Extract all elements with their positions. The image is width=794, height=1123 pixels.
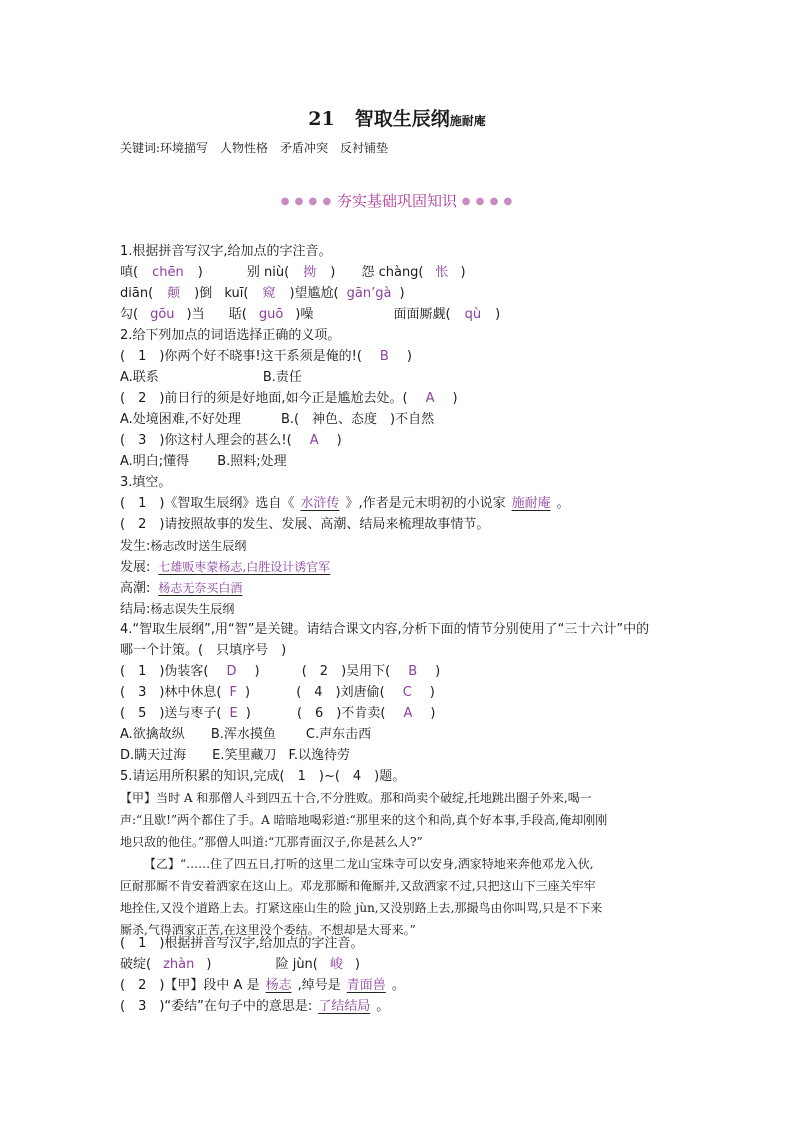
q1-stem: 1.根据拼音写汉字,给加点的字注音。 — [120, 244, 332, 259]
q3-stem: 3.填空。 — [120, 475, 172, 490]
q5-s1: ( 1 )根据拼音写汉字,给加点的字注音。 — [120, 936, 364, 951]
answer: A — [403, 706, 413, 721]
answer: F — [229, 685, 237, 700]
q1-row1: 嗔( chēn ) 别 niù( 拗 ) 怨 chàng( 怅 ) — [120, 265, 466, 280]
q4-row3: ( 5 )送与枣子( E ) ( 6 )不肯卖( A ) — [120, 706, 436, 721]
answer: C — [402, 685, 412, 700]
lesson-title: 智取生辰纲 — [354, 108, 450, 130]
answer: gōu — [150, 307, 175, 322]
q3-fasheng: 发生:杨志改时送生辰纲 — [120, 539, 247, 554]
lesson-author: 施耐庵 — [449, 114, 486, 128]
lesson-number: 21 — [308, 108, 335, 130]
q3-fazhan: 发展: 七雄贩枣蒙杨志,白胜设计诱官军 — [120, 558, 338, 577]
answer: guō — [258, 307, 284, 322]
q5-s3: ( 3 )“委结”在句子中的意思是: 了结结局 。 — [120, 999, 390, 1014]
q2-s1: ( 1 )你两个好不晓事!这干系须是俺的!( B ) — [120, 349, 412, 364]
q5-s2: ( 2 )【甲】段中 A 是 杨志 ,绰号是 青面兽 。 — [120, 978, 405, 993]
answer: 七雄贩枣蒙杨志,白胜设计诱官军 — [158, 560, 331, 574]
q2-s2: ( 2 )前日行的须是好地面,如今正是尴尬去处。( A ) — [120, 391, 458, 406]
passage-jia: 【甲】当时 A 和那僧人斗到四五十合,不分胜败。那和尚卖个破绽,托地跳出圈子外来,喝一 声:“且歇!”两个都住了手。A 暗暗地喝彩道:“那里来的这个和尚,真个好本事,手段高,俺却刚刚 地只敌的他住。”那僧人叫道:“兀那青面汉子,你是甚么人?” — [120, 791, 608, 849]
q1-row2: diān( 颠 )倒 kuī( 窥 )望尴尬( gān’gà ) — [120, 286, 405, 301]
q3-jieju: 结局:杨志误失生辰纲 — [120, 602, 235, 617]
q4-options2: D.瞒天过海 E.笑里藏刀 F.以逸待劳 — [120, 748, 351, 763]
answer: 杨志 — [265, 978, 292, 993]
q1-row3: 勾( gōu )当 聒( guō )噪 面面厮觑( qù ) — [120, 307, 501, 322]
answer: 颠 — [167, 286, 181, 301]
q2-s3: ( 3 )你这村人理会的甚么!( A ) — [120, 433, 342, 448]
q4-options1: A.欲擒故纵 B.浑水摸鱼 C.声东击西 — [120, 727, 372, 742]
answer: chēn — [152, 265, 184, 280]
answer: E — [229, 706, 238, 721]
q4-row2: ( 3 )林中休息( F ) ( 4 )刘唐偷( C ) — [120, 685, 435, 700]
answer: 青面兽 — [346, 978, 386, 993]
q5-stem: 5.请运用所积累的知识,完成( 1 )~( 4 )题。 — [120, 769, 406, 784]
answer: B — [379, 349, 389, 364]
q4-stem-line2: 哪一个计策。( 只填序号 ) — [120, 643, 287, 658]
answer: 杨志无奈买白酒 — [158, 581, 243, 595]
answer: 水浒传 — [300, 496, 340, 511]
answer: A — [425, 391, 435, 406]
answer: gān’gà — [346, 286, 392, 301]
q2-o1: A.联系 B.责任 — [120, 370, 302, 385]
answer: D — [226, 664, 237, 679]
q4-stem-line1: 4.“智取生辰纲”,用“智”是关键。请结合课文内容,分析下面的情节分别使用了“三十六计”中的 — [120, 622, 650, 637]
dot-ornament-right: ● ● ● ● — [461, 196, 514, 207]
answer: 怅 — [435, 265, 449, 280]
keywords-line: 关键词:环境描写 人物性格 矛盾冲突 反衬铺垫 — [120, 141, 389, 155]
answer: 拗 — [303, 265, 317, 280]
answer: qù — [464, 307, 482, 322]
q4-row1: ( 1 )伪装客( D ) ( 2 )吴用下( B ) — [120, 664, 441, 679]
answer: 了结结局 — [318, 999, 371, 1014]
section-heading-text: 夯实基础巩固知识 — [336, 192, 457, 210]
q3-s1: ( 1 )《智取生辰纲》选自《 水浒传 》,作者是元末明初的小说家 施耐庵 。 — [120, 496, 570, 511]
q2-o2: A.处境困难,不好处理 B.( 神色、态度 )不自然 — [120, 412, 435, 427]
answer: B — [408, 664, 418, 679]
answer: zhàn — [163, 957, 195, 972]
section-heading — [0, 190, 794, 211]
q2-stem: 2.给下列加点的词语选择正确的义项。 — [120, 328, 341, 343]
q5-s1-answers: 破绽( zhàn ) 险 jùn( 峻 ) — [120, 957, 360, 972]
answer: 峻 — [329, 957, 343, 972]
q3-s2: ( 2 )请按照故事的发生、发展、高潮、结局来梳理故事情节。 — [120, 517, 490, 532]
answer: 施耐庵 — [511, 496, 551, 511]
q3-gaochao: 高潮: 杨志无奈买白酒 — [120, 579, 250, 598]
answer: A — [309, 433, 319, 448]
q2-o3: A.明白;懂得 B.照料;处理 — [120, 454, 287, 469]
dot-ornament-left: ● ● ● ● — [280, 196, 333, 207]
page-title — [0, 104, 794, 131]
answer: 窥 — [262, 286, 276, 301]
passage-yi: 【乙】“……住了四五日,打听的这里二龙山宝珠寺可以安身,洒家特地来奔他邓龙入伙, 叵耐那厮不肯安着洒家在这山上。邓龙那厮和俺厮并,又敌洒家不过,只把这山下三座关牢牢 地拴住,又没个道路上去。打紧这座山生的险 jùn,又没别路上去,那撮鸟由你叫骂,只是不下来 厮杀,气得洒家正苦,在这里没个委结。不想却是大哥来。” — [120, 857, 603, 937]
